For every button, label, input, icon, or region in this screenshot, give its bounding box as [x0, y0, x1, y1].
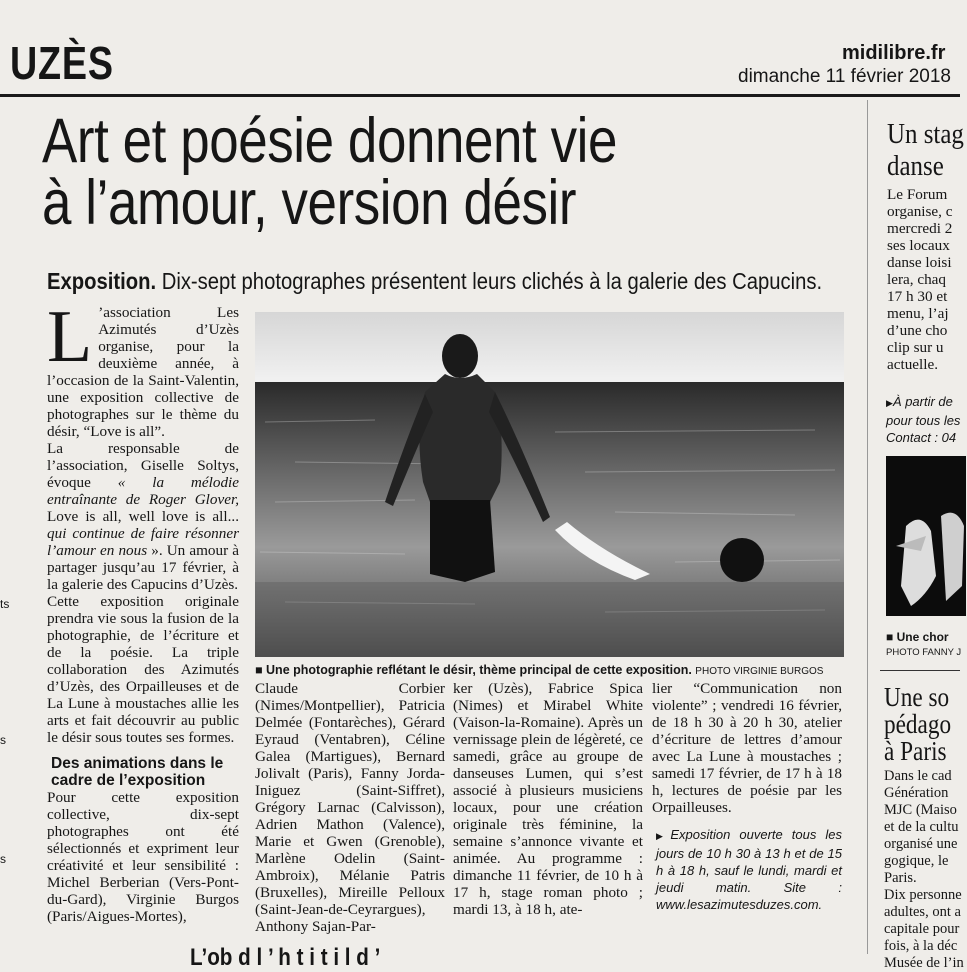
- paragraph: ’association Les Azimutés d’Uzès organise, pour la deuxième année, à l’occasion de la Saint-Valentin, une exposition collective de photographes sur le thème du désir, “Love is all”.: [47, 304, 239, 440]
- headline-line-1: Art et poésie donnent vie: [42, 106, 617, 176]
- kicker-text: Dix-sept photographes présentent leurs clichés à la galerie des Capucins.: [156, 268, 823, 294]
- site-name: midilibre.fr: [842, 42, 946, 64]
- photo-credit: PHOTO VIRGINIE BURGOS: [695, 666, 824, 677]
- next-article-headline: L’ob d l ’ h t i t i l d ’: [190, 944, 381, 971]
- photo-caption: [255, 663, 855, 677]
- publication-date: dimanche 11 février 2018: [738, 66, 951, 87]
- caption-bullet: ■: [255, 663, 267, 677]
- article-column-4: [652, 680, 842, 913]
- article-headline: [42, 106, 731, 238]
- right-divider: [880, 670, 960, 671]
- right-credit: PHOTO FANNY J: [886, 647, 962, 658]
- subheading: Des animations dans le cadre de l’exposition: [51, 755, 224, 789]
- article-column-2: Claude Corbier (Nimes/Montpellier), Patricia Delmée (Fontarèches), Gérard Eyraud (Ventabren), Céline Galea (Martigues), Bernard Jolivalt (Paris), Fanny Jorda-Iniguez (Saint-Siffret), Grégory Larnac (Calvisson), Adrien Mathon (Valence), Marie et Gwen (Grenoble), Marlène Odelin (Saint-Ambroix), Mélanie Patris (Bruxelles), Mireille Pelloux (Saint-Jean-de-Ceyrargues), Anthony Sajan-Par-: [255, 680, 445, 935]
- left-page-fragment: ts: [0, 597, 10, 611]
- article-column-3: ker (Uzès), Fabrice Spica (Nimes) et Mirabel White (Vaison-la-Romaine). Après un vernissage plein de légèreté, ce samedi, grâce au groupe de danseuses Lumen, qui s’est associé à plusieurs musiciens locaux, pour une création originale très féminine, la semaine s’annonce vivante et animée. Au programme : dimanche 11 février, de 10 h à 17 h, stage roman photo ; mardi 13, à 18 h, ate-: [453, 680, 643, 918]
- paragraph: La responsable de l’association, Giselle Soltys, évoque « la mélodie entraînante de Roger Glover, Love is all, well love is all... qui continue de faire résonner l’amour en nous ». Un amour à partager jusqu’au 17 février, à la galerie des Capucins d’Uzès.: [47, 440, 240, 593]
- left-page-fragment: s: [0, 852, 6, 866]
- right-body-2: Dans le cad Génération MJC (Maiso et de la cultu organisé une gogique, le Paris. Dix personne adultes, ont a capitale pour fois, à la déc Musée de l’in: [884, 768, 964, 971]
- article-photo: [255, 312, 844, 657]
- info-bullet-icon: ▶: [656, 831, 669, 841]
- left-page-fragment: s: [0, 733, 6, 747]
- exhibition-info: ▶ Exposition ouverte tous les jours de 10 h 30 à 13 h et de 15 h à 18 h, sauf le lundi, mardi et jeudi matin. Site : www.lesazimutesduzes.com.: [656, 827, 843, 912]
- right-info: ▶À partir de pour tous les Contact : 04: [886, 394, 961, 445]
- right-caption: ■ Une chor: [886, 630, 949, 644]
- right-photo: [886, 456, 966, 616]
- drop-cap: L: [47, 296, 93, 378]
- right-headline-2: Une so pédago à Paris: [884, 682, 952, 766]
- right-body-1: Le Forum organise, c mercredi 2 ses locaux danse loisi lera, chaq 17 h 30 et menu, l’aj d’une cho clip sur u actuelle.: [887, 186, 953, 373]
- header-rule: [0, 94, 960, 97]
- kicker-label: Exposition.: [47, 268, 157, 294]
- right-headline-1: Un stag danse: [887, 118, 964, 182]
- article-column-1: [47, 296, 240, 925]
- column-divider: [867, 100, 868, 954]
- section-title: UZÈS: [10, 37, 114, 89]
- paragraph: Pour cette exposition collective, dix-sept photographes ont été sélectionnés et expriment leur créativité et leur sensibilité : Michel Berberian (Vers-Pont-du-Gard), Virginie Burgos (Paris/Aigues-Mortes),: [47, 789, 239, 925]
- article-kicker: [47, 268, 823, 295]
- headline-line-2: à l’amour, version désir: [42, 168, 577, 238]
- paragraph: Cette exposition originale prendra vie sous la fusion de la photographie, de l’écriture et de la poésie. La triple collaboration des Azimutés d’Uzès, des Orpailleuses et de La Lune à moustaches allie les arts et fait découvrir au public le désir sous toutes ses formes.: [47, 593, 239, 746]
- caption-text: Une photographie reflétant le désir, thème principal de cette exposition.: [266, 663, 692, 677]
- paragraph: lier “Communication non violente” ; vendredi 16 février, de 18 h 30 à 20 h 30, atelier d’écriture de lettres d’amour avec La Lune à moustaches ; samedi 17 février, de 17 h à 18 h, lectures de poésie par les Orpailleuses.: [652, 680, 842, 816]
